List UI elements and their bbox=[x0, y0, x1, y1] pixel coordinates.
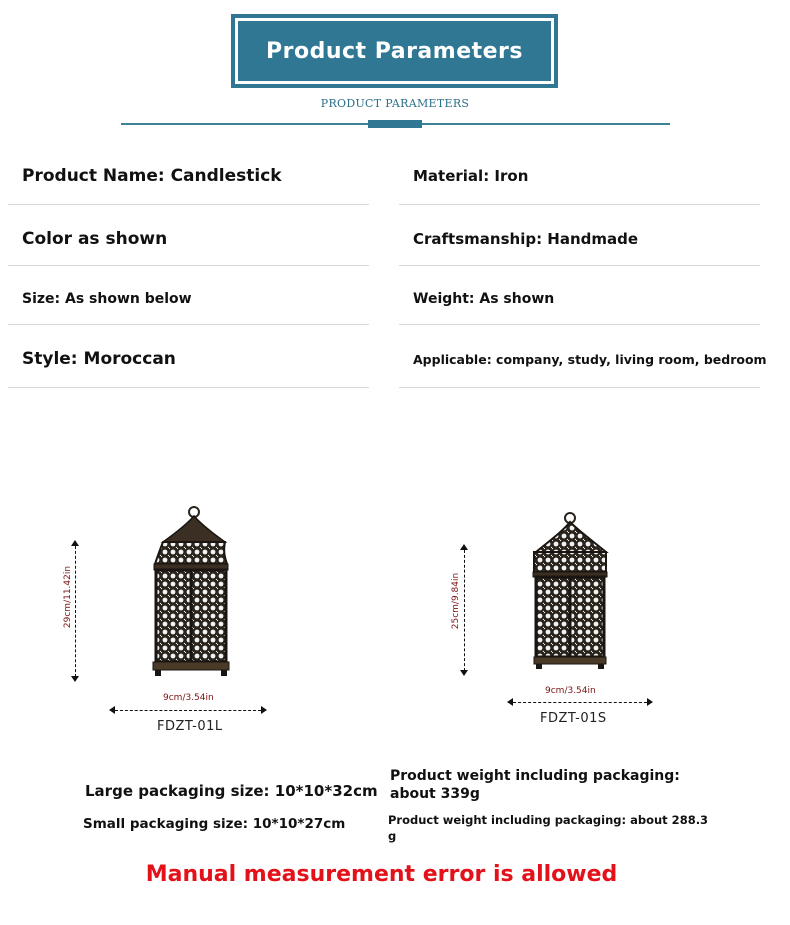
arrow-right-icon bbox=[261, 706, 267, 714]
arrow-down-icon bbox=[460, 670, 468, 676]
small-weight-line-1: Product weight including packaging: about 288.3 bbox=[388, 813, 709, 827]
measurement-error-note: Manual measurement error is allowed bbox=[145, 862, 618, 887]
small-lantern-image bbox=[528, 508, 612, 670]
param-separator bbox=[399, 265, 760, 266]
param-material: Material: Iron bbox=[413, 167, 529, 185]
param-separator bbox=[8, 387, 369, 388]
arrow-left-icon bbox=[507, 698, 513, 706]
arrow-left-icon bbox=[109, 706, 115, 714]
param-size: Size: As shown below bbox=[22, 291, 192, 307]
large-width-label: 9cm/3.54in bbox=[163, 693, 214, 703]
param-color: Color as shown bbox=[22, 229, 168, 249]
param-craftsmanship: Craftsmanship: Handmade bbox=[413, 230, 639, 248]
param-separator bbox=[8, 324, 369, 325]
page-subtitle: PRODUCT PARAMETERS bbox=[320, 97, 470, 110]
arrow-up-icon bbox=[71, 540, 79, 546]
width-dimension-line bbox=[115, 710, 261, 711]
small-model-number: FDZT-01S bbox=[540, 711, 607, 726]
arrow-down-icon bbox=[71, 676, 79, 682]
title-banner bbox=[231, 14, 558, 88]
small-width-label: 9cm/3.54in bbox=[545, 686, 596, 696]
param-product-name: Product Name: Candlestick bbox=[22, 166, 282, 186]
large-packaging-size: Large packaging size: 10*10*32cm bbox=[85, 782, 378, 800]
param-applicable: Applicable: company, study, living room, bedroom bbox=[413, 352, 767, 367]
small-height-label: 25cm/9.84in bbox=[451, 572, 461, 630]
arrow-right-icon bbox=[647, 698, 653, 706]
param-weight: Weight: As shown bbox=[413, 291, 555, 307]
arrow-up-icon bbox=[460, 544, 468, 550]
large-weight-line-1: Product weight including packaging: bbox=[390, 768, 680, 784]
title-divider-accent bbox=[368, 120, 422, 128]
height-dimension-line bbox=[464, 550, 465, 671]
page-title: Product Parameters bbox=[238, 21, 551, 81]
param-style: Style: Moroccan bbox=[22, 349, 176, 369]
param-separator bbox=[399, 324, 760, 325]
width-dimension-line bbox=[513, 702, 647, 703]
height-dimension-line bbox=[75, 546, 76, 677]
large-model-number: FDZT-01L bbox=[157, 719, 223, 734]
param-separator bbox=[399, 387, 760, 388]
large-lantern-image bbox=[145, 500, 235, 680]
large-height-label: 29cm/11.42in bbox=[63, 565, 73, 629]
large-weight-line-2: about 339g bbox=[390, 786, 480, 802]
param-separator bbox=[8, 265, 369, 266]
small-weight-line-2: g bbox=[388, 829, 397, 843]
param-separator bbox=[399, 204, 760, 205]
param-separator bbox=[8, 204, 369, 205]
small-packaging-size: Small packaging size: 10*10*27cm bbox=[83, 816, 346, 832]
